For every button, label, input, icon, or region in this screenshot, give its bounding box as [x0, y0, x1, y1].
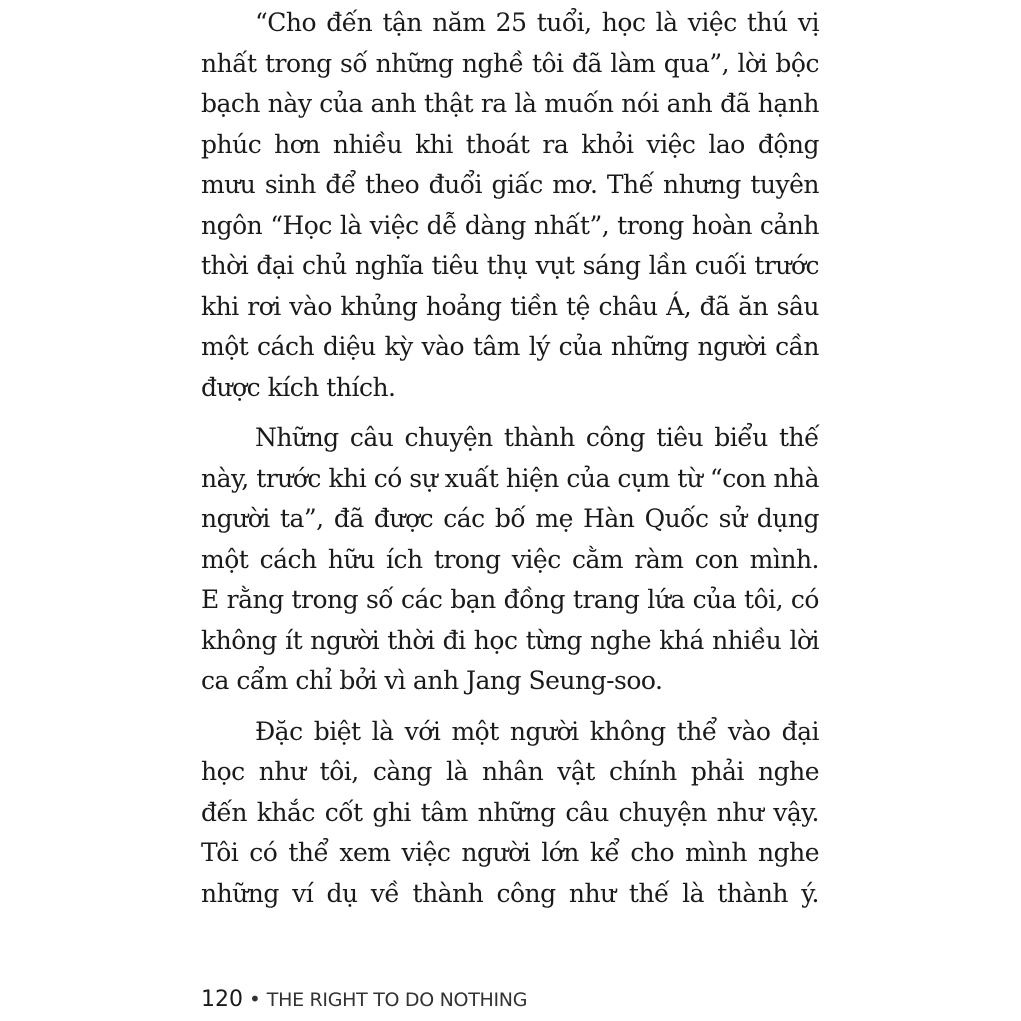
- running-footer: [201, 984, 527, 1014]
- paragraph-1: [201, 3, 819, 408]
- text-line: này, trước khi có sự xuất hiện của cụm từ “con nhà: [201, 463, 819, 493]
- text-line: “Cho đến tận năm 25 tuổi, học là việc thú vị: [255, 8, 819, 37]
- text-line: ngôn “Học là việc dễ dàng nhất”, trong hoàn cảnh: [201, 210, 819, 240]
- page-number: 120: [201, 987, 243, 1012]
- text-line: một cách hữu ích trong việc cằm ràm con mình.: [201, 544, 819, 574]
- text-line: mưu sinh để theo đuổi giấc mơ. Thế nhưng tuyên: [201, 170, 819, 199]
- text-line: E rằng trong số các bạn đồng trang lứa của tôi, có: [201, 585, 819, 614]
- text-line: một cách diệu kỳ vào tâm lý của những người cần: [201, 332, 819, 361]
- paragraph-2: [201, 418, 819, 702]
- bullet-separator: •: [249, 987, 261, 1011]
- text-line: được kích thích.: [201, 372, 396, 402]
- text-line: phúc hơn nhiều khi thoát ra khỏi việc lao động: [201, 129, 819, 159]
- text-line: những ví dụ về thành công như thế là thành ý.: [201, 878, 819, 908]
- text-line: bạch này của anh thật ra là muốn nói anh đã hạnh: [201, 89, 819, 118]
- text-line: người ta”, đã được các bố mẹ Hàn Quốc sử dụng: [201, 504, 819, 533]
- text-line: không ít người thời đi học từng nghe khá nhiều lời: [201, 625, 819, 655]
- text-line: nhất trong số những nghề tôi đã làm qua”, lời bộc: [201, 48, 819, 78]
- text-line: thời đại chủ nghĩa tiêu thụ vụt sáng lần cuối trước: [201, 251, 819, 280]
- text-line: khi rơi vào khủng hoảng tiền tệ châu Á, đã ăn sâu: [201, 291, 819, 321]
- text-line: Những câu chuyện thành công tiêu biểu thế: [255, 423, 819, 452]
- text-line: Tôi có thể xem việc người lớn kể cho mình nghe: [201, 838, 819, 867]
- text-line: Đặc biệt là với một người không thể vào đại: [255, 716, 819, 746]
- book-title: THE RIGHT TO DO NOTHING: [266, 989, 528, 1011]
- text-line: ca cẩm chỉ bởi vì anh Jang Seung-soo.: [201, 666, 663, 695]
- text-line: học như tôi, càng là nhân vật chính phải nghe: [201, 757, 819, 786]
- paragraph-3: [201, 712, 819, 915]
- body-text: [201, 0, 819, 914]
- text-line: đến khắc cốt ghi tâm những câu chuyện như vậy.: [201, 797, 819, 827]
